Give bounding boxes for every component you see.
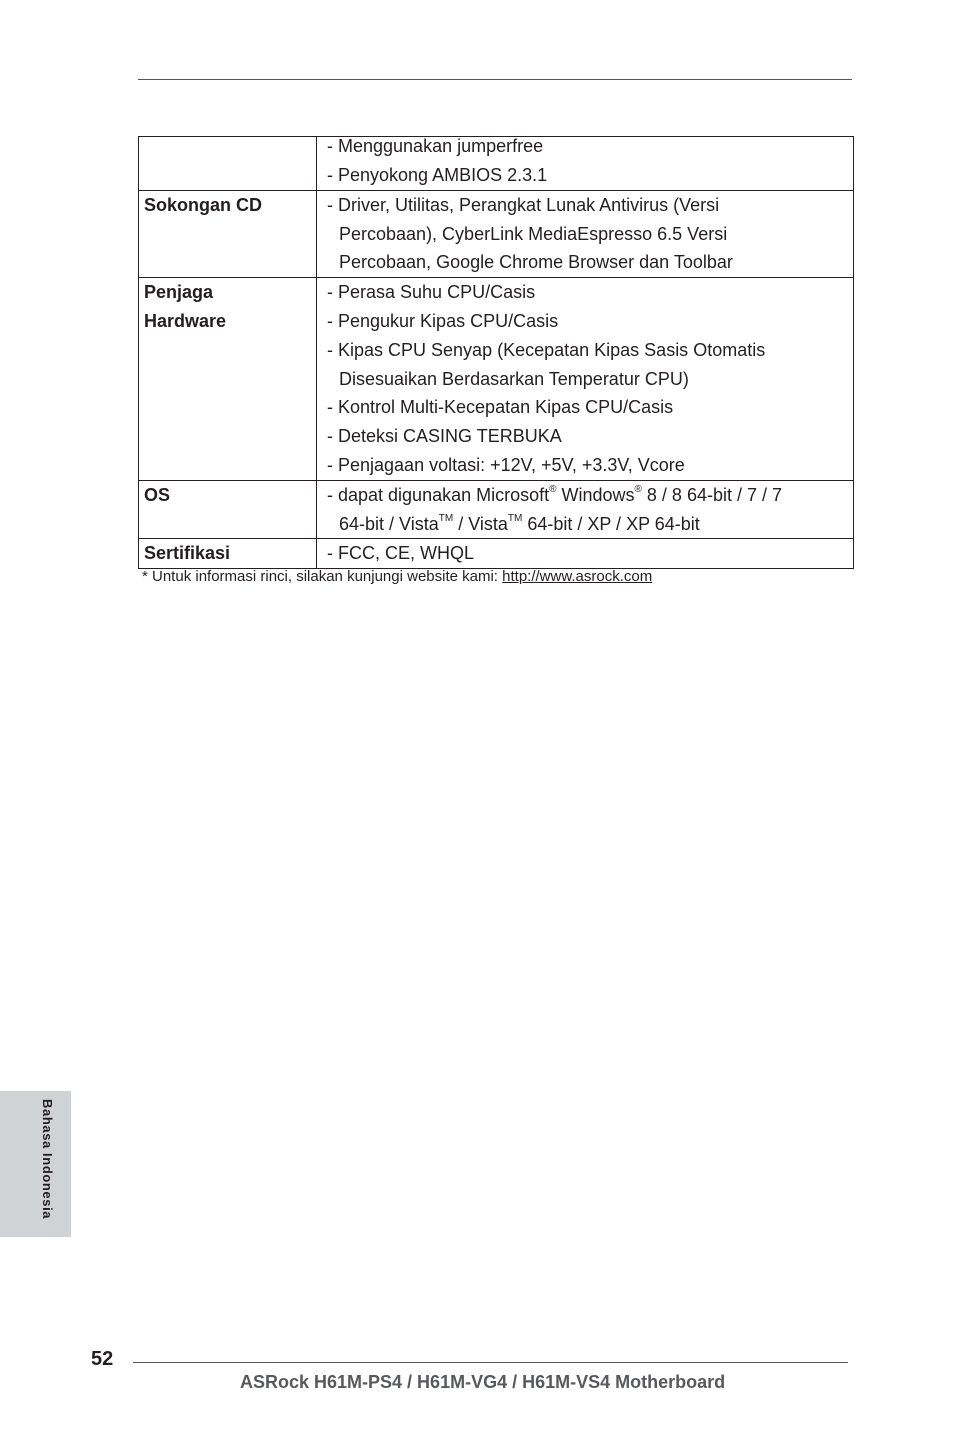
spec-value-line: - Perasa Suhu CPU/Casis (327, 282, 536, 303)
registered-mark: ® (634, 483, 642, 495)
spec-value (317, 539, 854, 569)
spec-value-line: - FCC, CE, WHQL (327, 543, 474, 564)
spec-row-os (139, 480, 854, 539)
spec-value-line: Disesuaikan Berdasarkan Temperatur CPU) (339, 368, 689, 389)
spec-label (139, 137, 317, 191)
spec-row-support-cd (139, 190, 854, 277)
spec-table (138, 136, 854, 569)
spec-label (139, 480, 317, 539)
spec-label (139, 190, 317, 277)
os-line-2: 64-bit / Vista™ / Vista™ 64-bit / XP / XP 64-bit (339, 512, 700, 534)
trademark-mark: TM (507, 512, 523, 524)
header-rule (138, 79, 852, 80)
spec-label-line: Sokongan CD (144, 194, 263, 215)
spec-value-line: - Menggunakan jumperfree (327, 136, 544, 156)
spec-label (139, 539, 317, 569)
website-link[interactable]: http://www.asrock.com (502, 568, 653, 585)
spec-value-line: Percobaan), CyberLink MediaEspresso 6.5 Versi (339, 223, 728, 244)
spec-row-hardware-monitor (139, 278, 854, 481)
language-side-tab (0, 1091, 71, 1237)
footnote (142, 567, 652, 587)
spec-label-line: Sertifikasi (144, 543, 231, 564)
spec-value (317, 137, 854, 191)
spec-row-certification (139, 539, 854, 569)
spec-label (139, 278, 317, 481)
spec-value-line: - Deteksi CASING TERBUKA (327, 426, 562, 447)
spec-value-line: - Kontrol Multi-Kecepatan Kipas CPU/Casis (327, 397, 674, 418)
spec-value (317, 480, 854, 539)
trademark-mark: TM (438, 512, 454, 524)
spec-value-line: - Pengukur Kipas CPU/Casis (327, 310, 559, 331)
os-line-1: - dapat digunakan Microsoft® Windows® 8 / 8 64-bit / 7 / 7 (327, 483, 783, 505)
registered-mark: ® (549, 483, 557, 495)
spec-row-bios (139, 137, 854, 191)
spec-value-line: Percobaan, Google Chrome Browser dan Toolbar (339, 252, 733, 273)
language-tab-label: Bahasa Indonesia (40, 1099, 55, 1220)
spec-value-line: - Kipas CPU Senyap (Kecepatan Kipas Sasis Otomatis (327, 339, 766, 360)
spec-label-line: Hardware (144, 310, 227, 331)
footer-title: ASRock H61M-PS4 / H61M-VG4 / H61M-VS4 Motherboard (240, 1372, 726, 1392)
spec-value-line: - Driver, Utilitas, Perangkat Lunak Antivirus (Versi (327, 194, 720, 215)
spec-value-line: - Penyokong AMBIOS 2.3.1 (327, 165, 548, 185)
page-number: 52 (91, 1348, 114, 1370)
spec-label-line: Penjaga (144, 282, 214, 303)
spec-value (317, 190, 854, 277)
spec-label-line: OS (144, 484, 171, 505)
footer-rule (133, 1362, 848, 1363)
spec-value (317, 278, 854, 481)
spec-value-line: - Penjagaan voltasi: +12V, +5V, +3.3V, Vcore (327, 454, 685, 475)
footnote-text: * Untuk informasi rinci, silakan kunjungi website kami: (142, 568, 503, 585)
